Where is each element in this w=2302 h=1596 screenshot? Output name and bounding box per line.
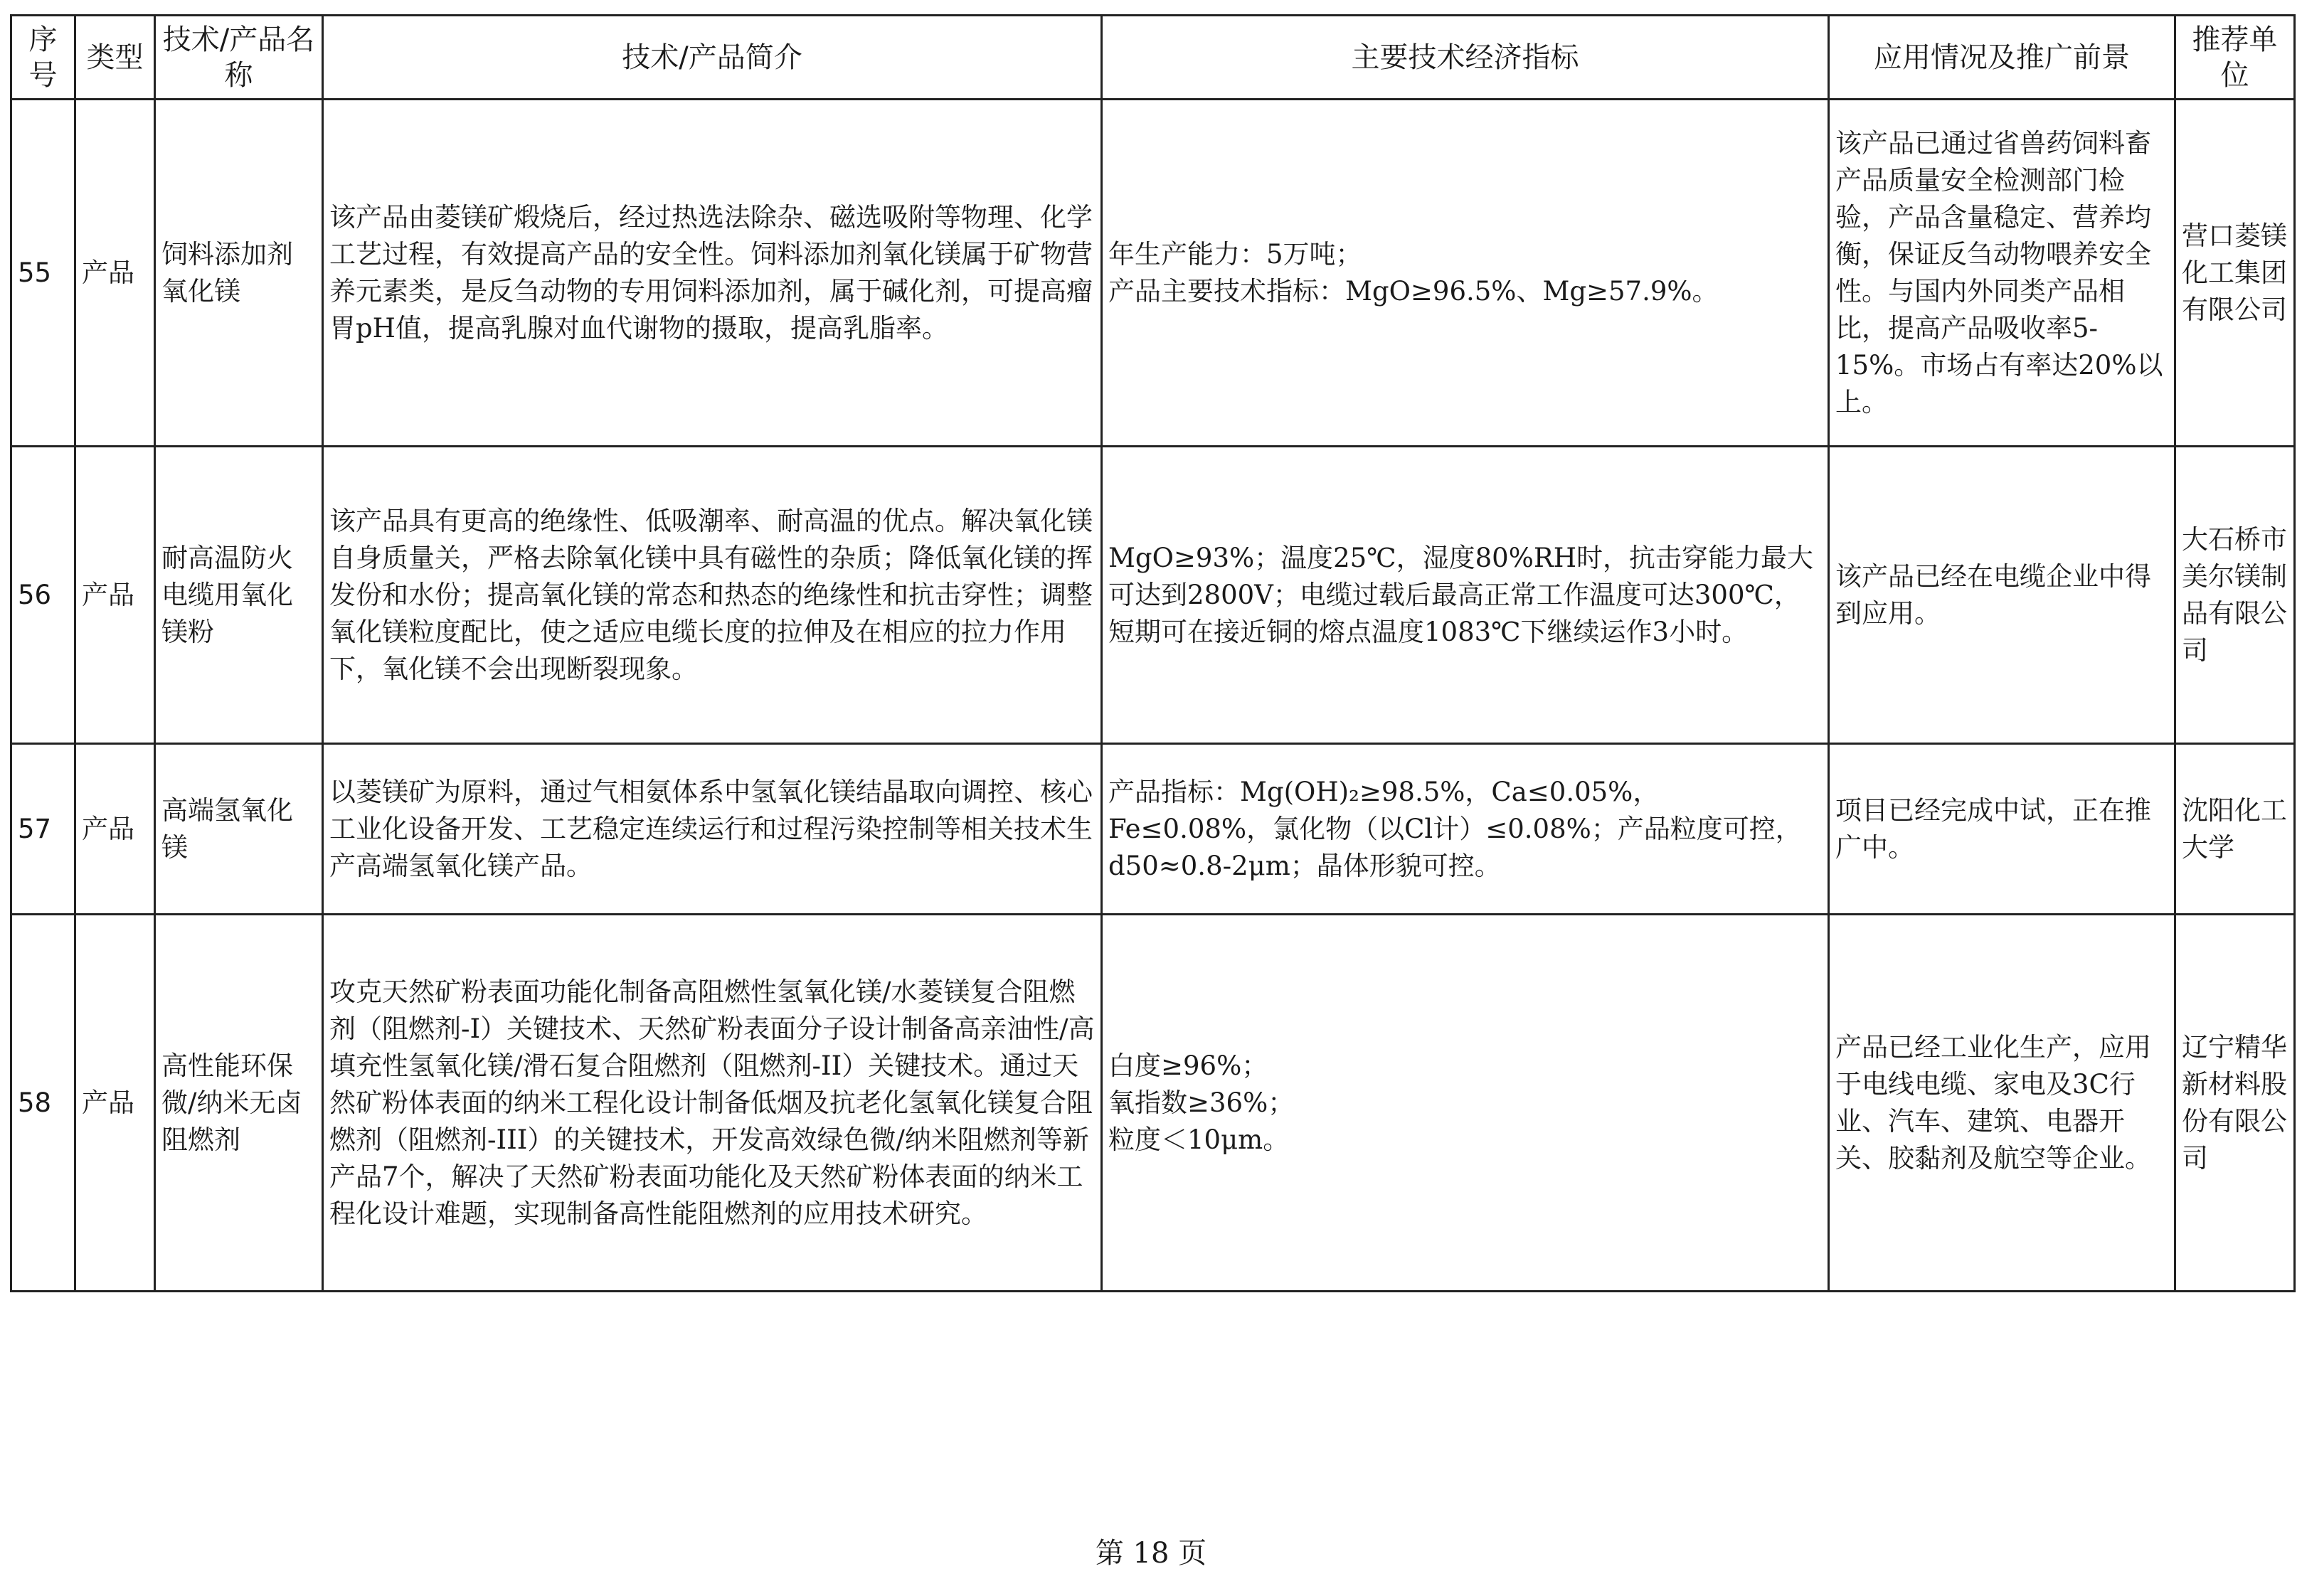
row-type: 产品 — [75, 744, 155, 915]
row-unit: 大石桥市美尔镁制品有限公司 — [2175, 447, 2295, 744]
row-name: 高端氢氧化镁 — [155, 744, 323, 915]
row-intro: 该产品由菱镁矿煅烧后，经过热选法除杂、磁选吸附等物理、化学工艺过程，有效提高产品的安全性。饲料添加剂氧化镁属于矿物营养元素类，是反刍动物的专用饲料添加剂，属于碱化剂，可提高瘤胃pH值，提高乳腺对血代谢物的摄取，提高乳脂率。 — [323, 100, 1102, 447]
row-type: 产品 — [75, 100, 155, 447]
row-no: 58 — [11, 915, 75, 1292]
header-name: 技术/产品名称 — [155, 16, 323, 100]
row-application: 该产品已经在电缆企业中得到应用。 — [1829, 447, 2175, 744]
header-no: 序号 — [11, 16, 75, 100]
indicator-line: 产品指标：Mg(OH)₂≥98.5%，Ca≤0.05%，Fe≤0.08%，氯化物（以Cl计）≤0.08%；产品粒度可控，d50≈0.8-2μm；晶体形貌可控。 — [1108, 776, 1802, 881]
page-number: 第 18 页 — [1095, 1537, 1207, 1570]
table-row — [11, 100, 2295, 447]
header-intro: 技术/产品简介 — [323, 16, 1102, 100]
header-unit: 推荐单位 — [2175, 16, 2295, 100]
row-unit: 沈阳化工大学 — [2175, 744, 2295, 915]
row-name: 饲料添加剂氧化镁 — [155, 100, 323, 447]
indicator-line: 氧指数≥36%； — [1108, 1087, 1295, 1118]
header-indicators: 主要技术经济指标 — [1102, 16, 1829, 100]
table-row — [11, 447, 2295, 744]
row-name: 耐高温防火电缆用氧化镁粉 — [155, 447, 323, 744]
indicator-line: MgO≥93%；温度25℃，湿度80%RH时，抗击穿能力最大可达到2800V；电缆过载后最高正常工作温度可达300℃，短期可在接近铜的熔点温度1083℃下继续运作3小时。 — [1108, 542, 1813, 647]
indicator-line: 年生产能力：5万吨； — [1108, 238, 1362, 270]
row-unit: 营口菱镁化工集团有限公司 — [2175, 100, 2295, 447]
row-type: 产品 — [75, 447, 155, 744]
header-application: 应用情况及推广前景 — [1829, 16, 2175, 100]
table-header-row — [11, 16, 2295, 100]
row-no: 57 — [11, 744, 75, 915]
table-row — [11, 915, 2295, 1292]
header-type: 类型 — [75, 16, 155, 100]
indicator-line: 白度≥96%； — [1108, 1050, 1268, 1081]
row-no: 56 — [11, 447, 75, 744]
row-intro: 以菱镁矿为原料，通过气相氨体系中氢氧化镁结晶取向调控、核心工业化设备开发、工艺稳定连续运行和过程污染控制等相关技术生产高端氢氧化镁产品。 — [323, 744, 1102, 915]
indicator-line: 产品主要技术指标：MgO≥96.5%、Mg≥57.9%。 — [1108, 275, 1719, 307]
row-unit: 辽宁精华新材料股份有限公司 — [2175, 915, 2295, 1292]
row-no: 55 — [11, 100, 75, 447]
row-application: 该产品已通过省兽药饲料畜产品质量安全检测部门检验，产品含量稳定、营养均衡，保证反刍动物喂养安全性。与国内外同类产品相比，提高产品吸收率5-15%。市场占有率达20%以上。 — [1829, 100, 2175, 447]
product-table — [10, 14, 2296, 1292]
row-indicators — [1102, 744, 1829, 915]
table-row — [11, 744, 2295, 915]
row-intro: 该产品具有更高的绝缘性、低吸潮率、耐高温的优点。解决氧化镁自身质量关，严格去除氧化镁中具有磁性的杂质；降低氧化镁的挥发份和水份；提高氧化镁的常态和热态的绝缘性和抗击穿性；调整氧化镁粒度配比，使之适应电缆长度的拉伸及在相应的拉力作用下，氧化镁不会出现断裂现象。 — [323, 447, 1102, 744]
row-application: 产品已经工业化生产，应用于电线电缆、家电及3C行业、汽车、建筑、电器开关、胶黏剂及航空等企业。 — [1829, 915, 2175, 1292]
row-name: 高性能环保微/纳米无卤阻燃剂 — [155, 915, 323, 1292]
indicator-line: 粒度＜10μm。 — [1108, 1124, 1290, 1155]
row-indicators — [1102, 915, 1829, 1292]
row-indicators — [1102, 100, 1829, 447]
row-intro: 攻克天然矿粉表面功能化制备高阻燃性氢氧化镁/水菱镁复合阻燃剂（阻燃剂-I）关键技术、天然矿粉表面分子设计制备高亲油性/高填充性氢氧化镁/滑石复合阻燃剂（阻燃剂-II）关键技术。通过天然矿粉体表面的纳米工程化设计制备低烟及抗老化氢氧化镁复合阻燃剂（阻燃剂-III）的关键技术，开发高效绿色微/纳米阻燃剂等新产品7个，解决了天然矿粉表面功能化及天然矿粉体表面的纳米工程化设计难题，实现制备高性能阻燃剂的应用技术研究。 — [323, 915, 1102, 1292]
row-application: 项目已经完成中试，正在推广中。 — [1829, 744, 2175, 915]
row-indicators — [1102, 447, 1829, 744]
row-type: 产品 — [75, 915, 155, 1292]
